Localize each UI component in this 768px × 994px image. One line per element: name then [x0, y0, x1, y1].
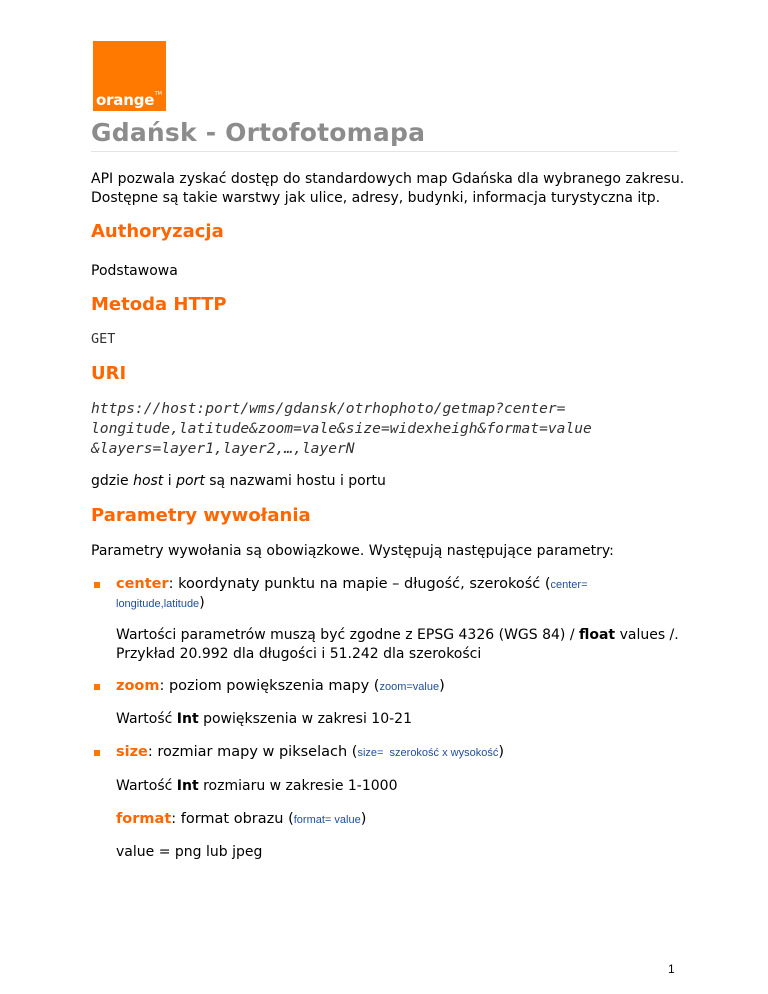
param-zoom-close: ): [439, 678, 445, 694]
uri-line-2: longitude,latitude&zoom=vale&size=widexheigh&format=value: [91, 420, 592, 437]
page-number: 1: [668, 962, 675, 976]
param-format: [116, 810, 366, 830]
param-center-code-b: longitude,latitude: [116, 598, 200, 610]
page-title: Gdańsk - Ortofotomapa: [91, 118, 678, 152]
auth-value: Podstawowa: [91, 263, 178, 279]
param-zoom-note-post: powiększenia w zakresi 10-21: [198, 711, 412, 727]
uri-note-port: port: [176, 473, 205, 489]
param-size: [116, 743, 504, 763]
param-size-close: ): [498, 744, 505, 760]
uri-note-post: są nazwami hostu i portu: [204, 473, 386, 489]
uri-heading: URI: [91, 363, 127, 384]
logo-text: orange: [96, 91, 155, 109]
uri-note-mid: i: [163, 473, 177, 489]
param-format-name: format: [116, 811, 172, 827]
param-center-note1-bold: float: [578, 627, 616, 643]
param-size-note-bold: Int: [176, 778, 199, 794]
param-format-close: ): [360, 811, 367, 827]
param-center-note-1: [116, 626, 679, 645]
param-format-note: value = png lub jpeg: [116, 844, 263, 860]
auth-heading: Authoryzacja: [91, 221, 224, 242]
param-format-desc: : format obrazu (: [171, 811, 294, 827]
param-center-code-line: [116, 594, 205, 614]
param-size-note-pre: Wartość: [116, 778, 177, 794]
params-intro: Parametry wywołania są obowiązkowe. Występują następujące parametry:: [91, 543, 614, 559]
param-zoom-desc: : poziom powiększenia mapy (: [159, 678, 380, 694]
method-heading: Metoda HTTP: [91, 294, 227, 315]
param-zoom-code: zoom=value: [379, 681, 440, 693]
param-center-name: center: [116, 576, 169, 592]
param-center-code-a: center=: [550, 579, 588, 591]
param-zoom-name: zoom: [116, 678, 160, 694]
param-size-code: size= szerokość x wysokość: [357, 747, 499, 759]
param-zoom-note: [116, 710, 412, 729]
orange-logo: [93, 41, 166, 111]
intro-line-1: API pozwala zyskać dostęp do standardowych map Gdańska dla wybranego zakresu.: [91, 171, 685, 187]
uri-note-pre: gdzie: [91, 473, 134, 489]
param-size-desc: : rozmiar mapy w pikselach (: [147, 744, 358, 760]
intro-line-2: Dostępne są takie warstwy jak ulice, adresy, budynki, informacja turystyczna itp.: [91, 190, 661, 206]
bullet-icon: [94, 582, 100, 588]
param-zoom-note-bold: Int: [176, 711, 199, 727]
param-center-close: ): [199, 595, 205, 611]
param-center-desc: : koordynaty punktu na mapie – długość, szerokość (: [168, 576, 551, 592]
uri-line-1: https://host:port/wms/gdansk/otrhophoto/getmap?center=: [91, 400, 566, 417]
param-size-name: size: [116, 744, 148, 760]
method-value: GET: [91, 331, 116, 347]
params-heading: Parametry wywołania: [91, 505, 311, 526]
param-size-note: [116, 777, 398, 796]
bullet-icon: [94, 750, 100, 756]
logo-tm: TM: [154, 91, 162, 97]
uri-line-3: &layers=layer1,layer2,…,layerN: [91, 440, 355, 457]
param-center-note-2: Przykład 20.992 dla długości i 51.242 dla szerokości: [116, 646, 482, 662]
param-zoom: [116, 677, 445, 697]
param-size-note-post: rozmiaru w zakresie 1-1000: [198, 778, 398, 794]
param-center-note1-pre: Wartości parametrów muszą być zgodne z EPSG 4326 (WGS 84) /: [116, 627, 579, 643]
param-zoom-note-pre: Wartość: [116, 711, 177, 727]
param-format-code: format= value: [293, 814, 361, 826]
param-center-note1-post: values /.: [615, 627, 679, 643]
bullet-icon: [94, 684, 100, 690]
uri-note: [91, 472, 386, 491]
uri-note-host: host: [133, 473, 164, 489]
param-center: [116, 575, 588, 595]
